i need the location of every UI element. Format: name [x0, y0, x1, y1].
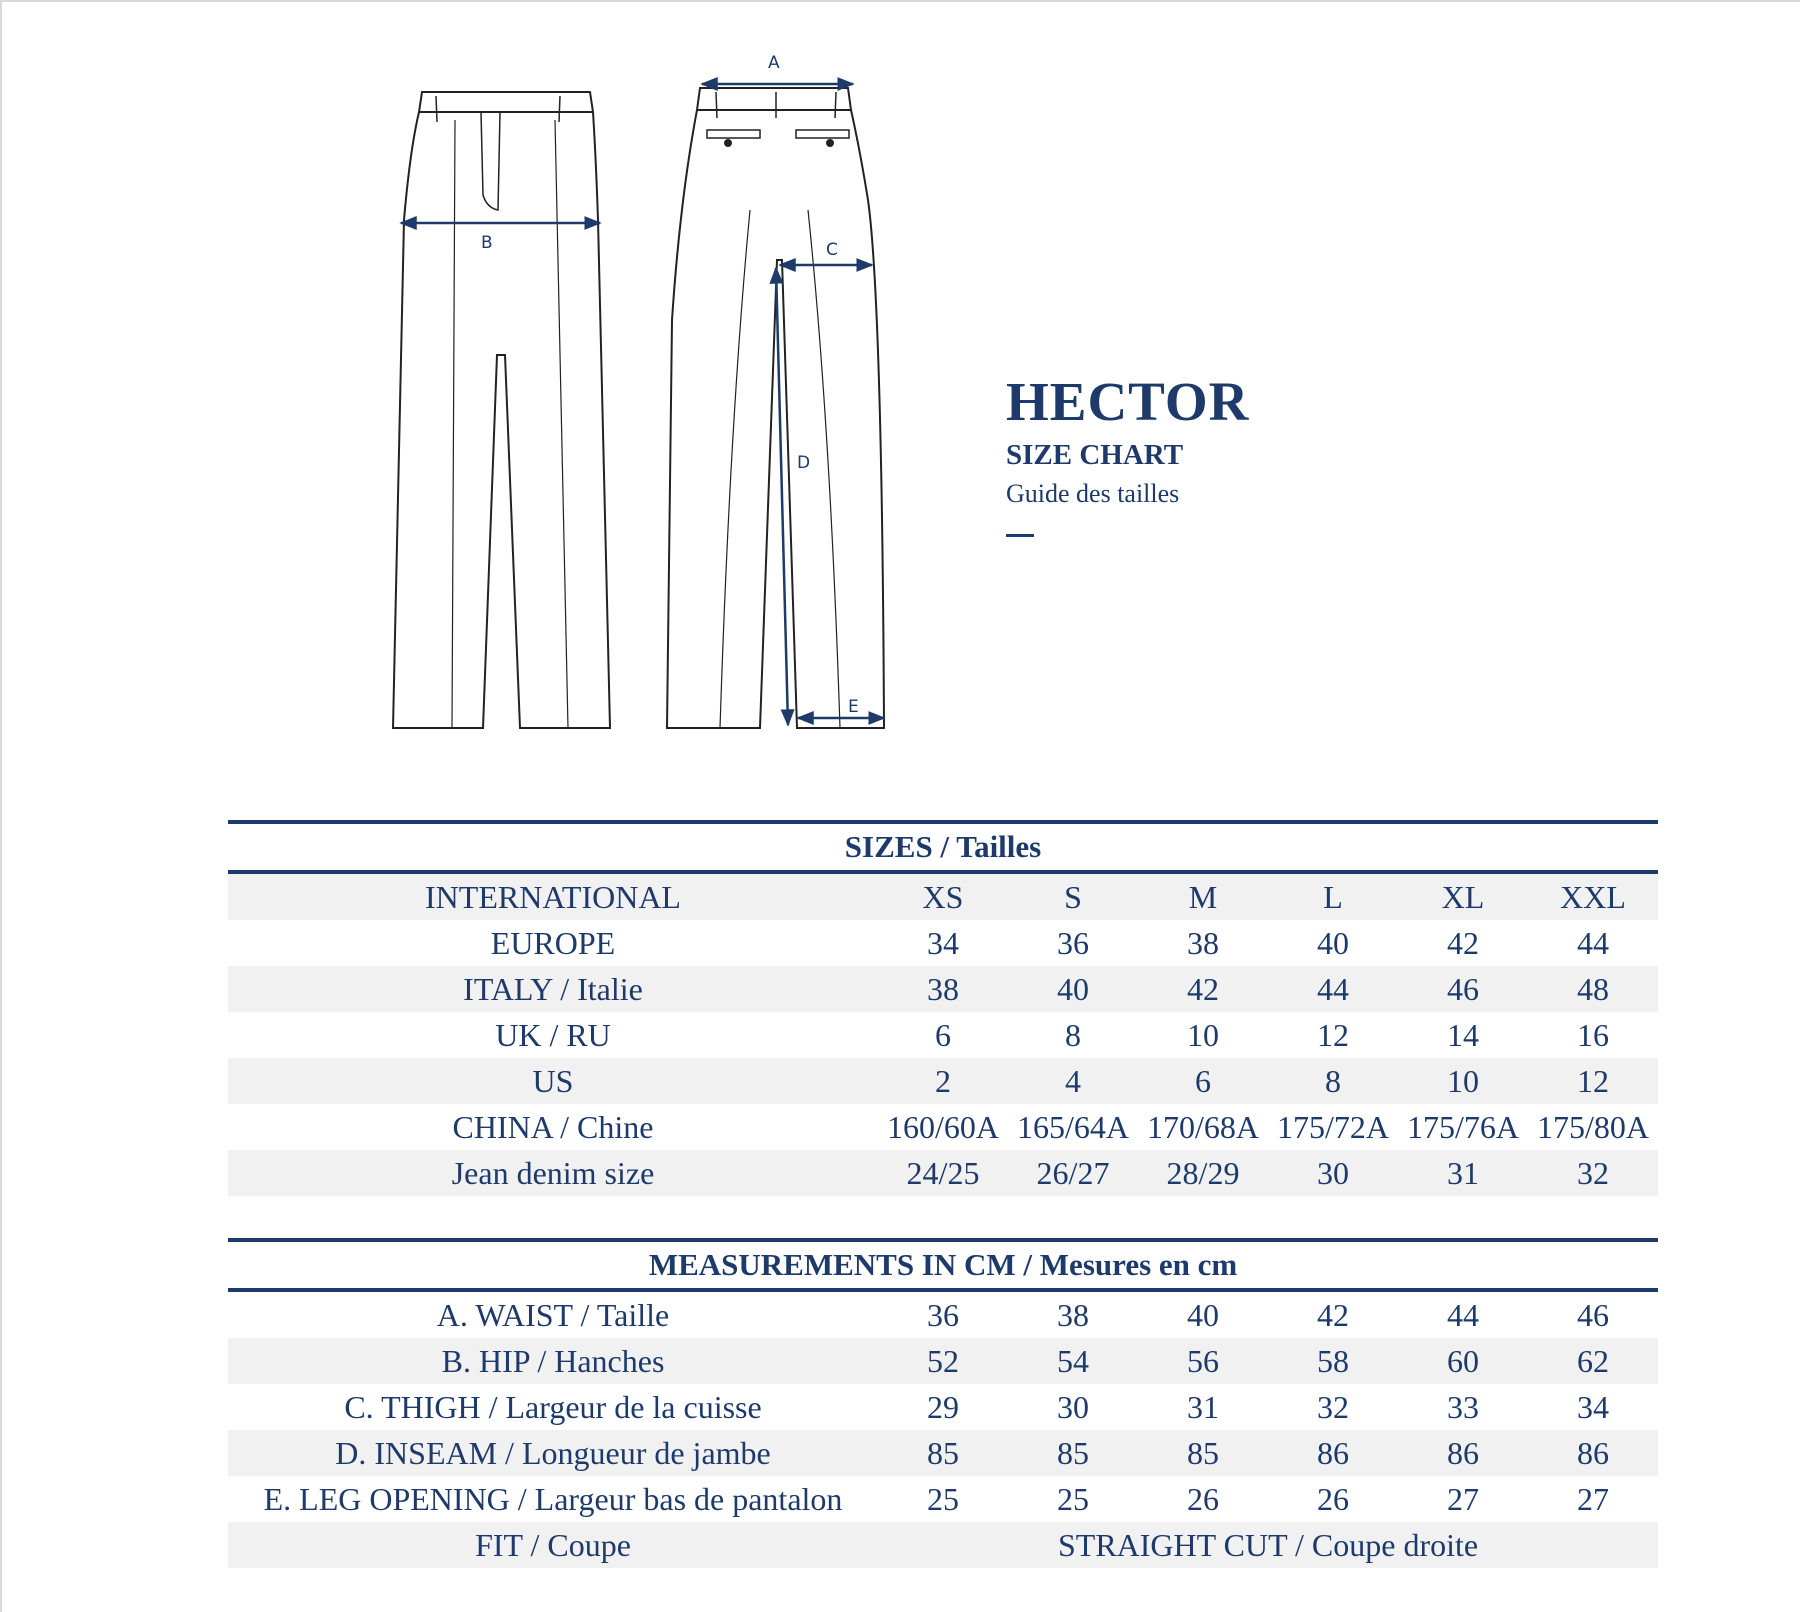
size-cell: 44: [1577, 924, 1609, 961]
size-cell: 6: [1138, 1058, 1268, 1104]
measure-cell: 86: [1398, 1430, 1528, 1476]
product-title: HECTOR: [1006, 371, 1250, 432]
row-label: INTERNATIONAL: [228, 872, 878, 920]
measure-cell: 26: [1317, 1480, 1349, 1517]
measure-cell: 34: [1577, 1388, 1610, 1425]
size-cell: 175/72A: [1277, 1108, 1389, 1145]
measurements-heading-row: [228, 1240, 1658, 1290]
size-cell: 34: [927, 924, 959, 961]
measure-cell: 38: [1057, 1296, 1089, 1333]
measure-cell: 62: [1528, 1338, 1658, 1384]
title-block: [1006, 372, 1249, 537]
table-row: [228, 1476, 1658, 1522]
size-cell: 8: [1065, 1016, 1081, 1053]
sizes-heading-row: [228, 822, 1658, 872]
table-row: [228, 1104, 1658, 1150]
measure-cell: 46: [1577, 1296, 1610, 1333]
size-cell: 38: [878, 966, 1008, 1012]
measure-cell: 60: [1398, 1338, 1528, 1384]
measure-cell: 27: [1577, 1480, 1610, 1517]
label-e: E: [848, 697, 859, 717]
size-cell: XL: [1398, 872, 1528, 920]
measure-cell: 36: [927, 1296, 959, 1333]
size-cell: 40: [1008, 966, 1138, 1012]
table-row: [228, 1150, 1658, 1196]
row-label: E. LEG OPENING / Largeur bas de pantalon: [263, 1480, 843, 1517]
table-row: [228, 1012, 1658, 1058]
size-cell: 160/60A: [887, 1108, 999, 1145]
table-row: [228, 1384, 1658, 1430]
size-cell: 10: [1398, 1058, 1528, 1104]
row-label: B. HIP / Hanches: [228, 1338, 878, 1384]
size-cell: M: [1138, 872, 1268, 920]
sizes-heading: SIZES / Tailles: [228, 822, 1658, 872]
size-cell: 30: [1268, 1150, 1398, 1196]
size-cell: 12: [1317, 1016, 1349, 1053]
trousers-diagram: [0, 0, 1800, 800]
size-cell: 28/29: [1138, 1150, 1268, 1196]
size-cell: 24/25: [878, 1150, 1008, 1196]
size-chart-heading-fr: Guide des tailles: [1006, 479, 1180, 508]
size-cell: 165/64A: [1017, 1108, 1129, 1145]
measure-cell: 29: [927, 1388, 959, 1425]
size-cell: 46: [1398, 966, 1528, 1012]
label-b: B: [481, 233, 493, 253]
measure-cell: 85: [1138, 1430, 1268, 1476]
label-c: C: [826, 240, 838, 260]
row-label: D. INSEAM / Longueur de jambe: [228, 1430, 878, 1476]
size-cell: 2: [878, 1058, 1008, 1104]
table-row: [228, 1290, 1658, 1338]
measure-cell: 32: [1317, 1388, 1349, 1425]
size-cell: 4: [1008, 1058, 1138, 1104]
measure-cell: 86: [1528, 1430, 1658, 1476]
measure-cell: 44: [1447, 1296, 1479, 1333]
table-row: [228, 1058, 1658, 1104]
size-cell: 8: [1268, 1058, 1398, 1104]
size-cell: 175/76A: [1407, 1108, 1519, 1145]
size-cell: 31: [1398, 1150, 1528, 1196]
size-chart-heading: SIZE CHART: [1006, 439, 1184, 471]
measure-cell: 40: [1187, 1296, 1219, 1333]
row-label: US: [228, 1058, 878, 1104]
size-cell: XXL: [1528, 872, 1658, 920]
title-divider: [1006, 534, 1034, 537]
table-row: [228, 872, 1658, 920]
table-row: [228, 1338, 1658, 1384]
measure-cell: 52: [878, 1338, 1008, 1384]
size-cell: 14: [1447, 1016, 1479, 1053]
fit-value: STRAIGHT CUT / Coupe droite: [878, 1522, 1658, 1568]
size-cell: XS: [878, 872, 1008, 920]
size-cell: 12: [1528, 1058, 1658, 1104]
row-label: EUROPE: [490, 924, 616, 961]
table-row: [228, 966, 1658, 1012]
row-label: Jean denim size: [228, 1150, 878, 1196]
size-cell: S: [1008, 872, 1138, 920]
row-label: C. THIGH / Largeur de la cuisse: [344, 1388, 762, 1425]
label-a: A: [768, 53, 780, 73]
size-cell: 6: [935, 1016, 951, 1053]
row-label: UK / RU: [495, 1016, 611, 1053]
measure-cell: 85: [1008, 1430, 1138, 1476]
size-cell: 44: [1268, 966, 1398, 1012]
label-d: D: [797, 453, 811, 473]
table-row: [228, 1430, 1658, 1476]
size-cell: 26/27: [1008, 1150, 1138, 1196]
size-cell: 38: [1187, 924, 1219, 961]
size-cell: 40: [1317, 924, 1349, 961]
measurements-heading: MEASUREMENTS IN CM / Mesures en cm: [228, 1240, 1658, 1290]
back-view-drawing: [667, 88, 884, 728]
size-cell: L: [1268, 872, 1398, 920]
table-row: [228, 1522, 1658, 1568]
size-cell: 170/68A: [1147, 1108, 1259, 1145]
measure-cell: 58: [1268, 1338, 1398, 1384]
sizes-table: [228, 820, 1658, 1196]
size-cell: 42: [1447, 924, 1479, 961]
measure-cell: 56: [1138, 1338, 1268, 1384]
row-label: A. WAIST / Taille: [436, 1296, 670, 1333]
measure-cell: 31: [1187, 1388, 1219, 1425]
size-cell: 10: [1187, 1016, 1219, 1053]
measure-cell: 85: [878, 1430, 1008, 1476]
measure-cell: 54: [1008, 1338, 1138, 1384]
measure-cell: 25: [927, 1480, 959, 1517]
measure-cell: 27: [1447, 1480, 1479, 1517]
size-cell: 36: [1057, 924, 1089, 961]
measure-cell: 33: [1447, 1388, 1479, 1425]
measure-cell: 30: [1057, 1388, 1089, 1425]
measure-cell: 26: [1187, 1480, 1219, 1517]
size-cell: 42: [1138, 966, 1268, 1012]
measurements-table: [228, 1238, 1658, 1568]
row-label: ITALY / Italie: [228, 966, 878, 1012]
measurement-arrows: [401, 84, 884, 725]
size-cell: 16: [1577, 1016, 1609, 1053]
size-cell: 48: [1528, 966, 1658, 1012]
table-row: [228, 920, 1658, 966]
size-cell: 32: [1528, 1150, 1658, 1196]
front-view-drawing: [393, 92, 610, 728]
measure-cell: 86: [1268, 1430, 1398, 1476]
measure-cell: 25: [1057, 1480, 1089, 1517]
row-label: FIT / Coupe: [228, 1522, 878, 1568]
size-cell: 175/80A: [1537, 1108, 1649, 1145]
measure-cell: 42: [1317, 1296, 1349, 1333]
row-label: CHINA / Chine: [452, 1108, 654, 1145]
